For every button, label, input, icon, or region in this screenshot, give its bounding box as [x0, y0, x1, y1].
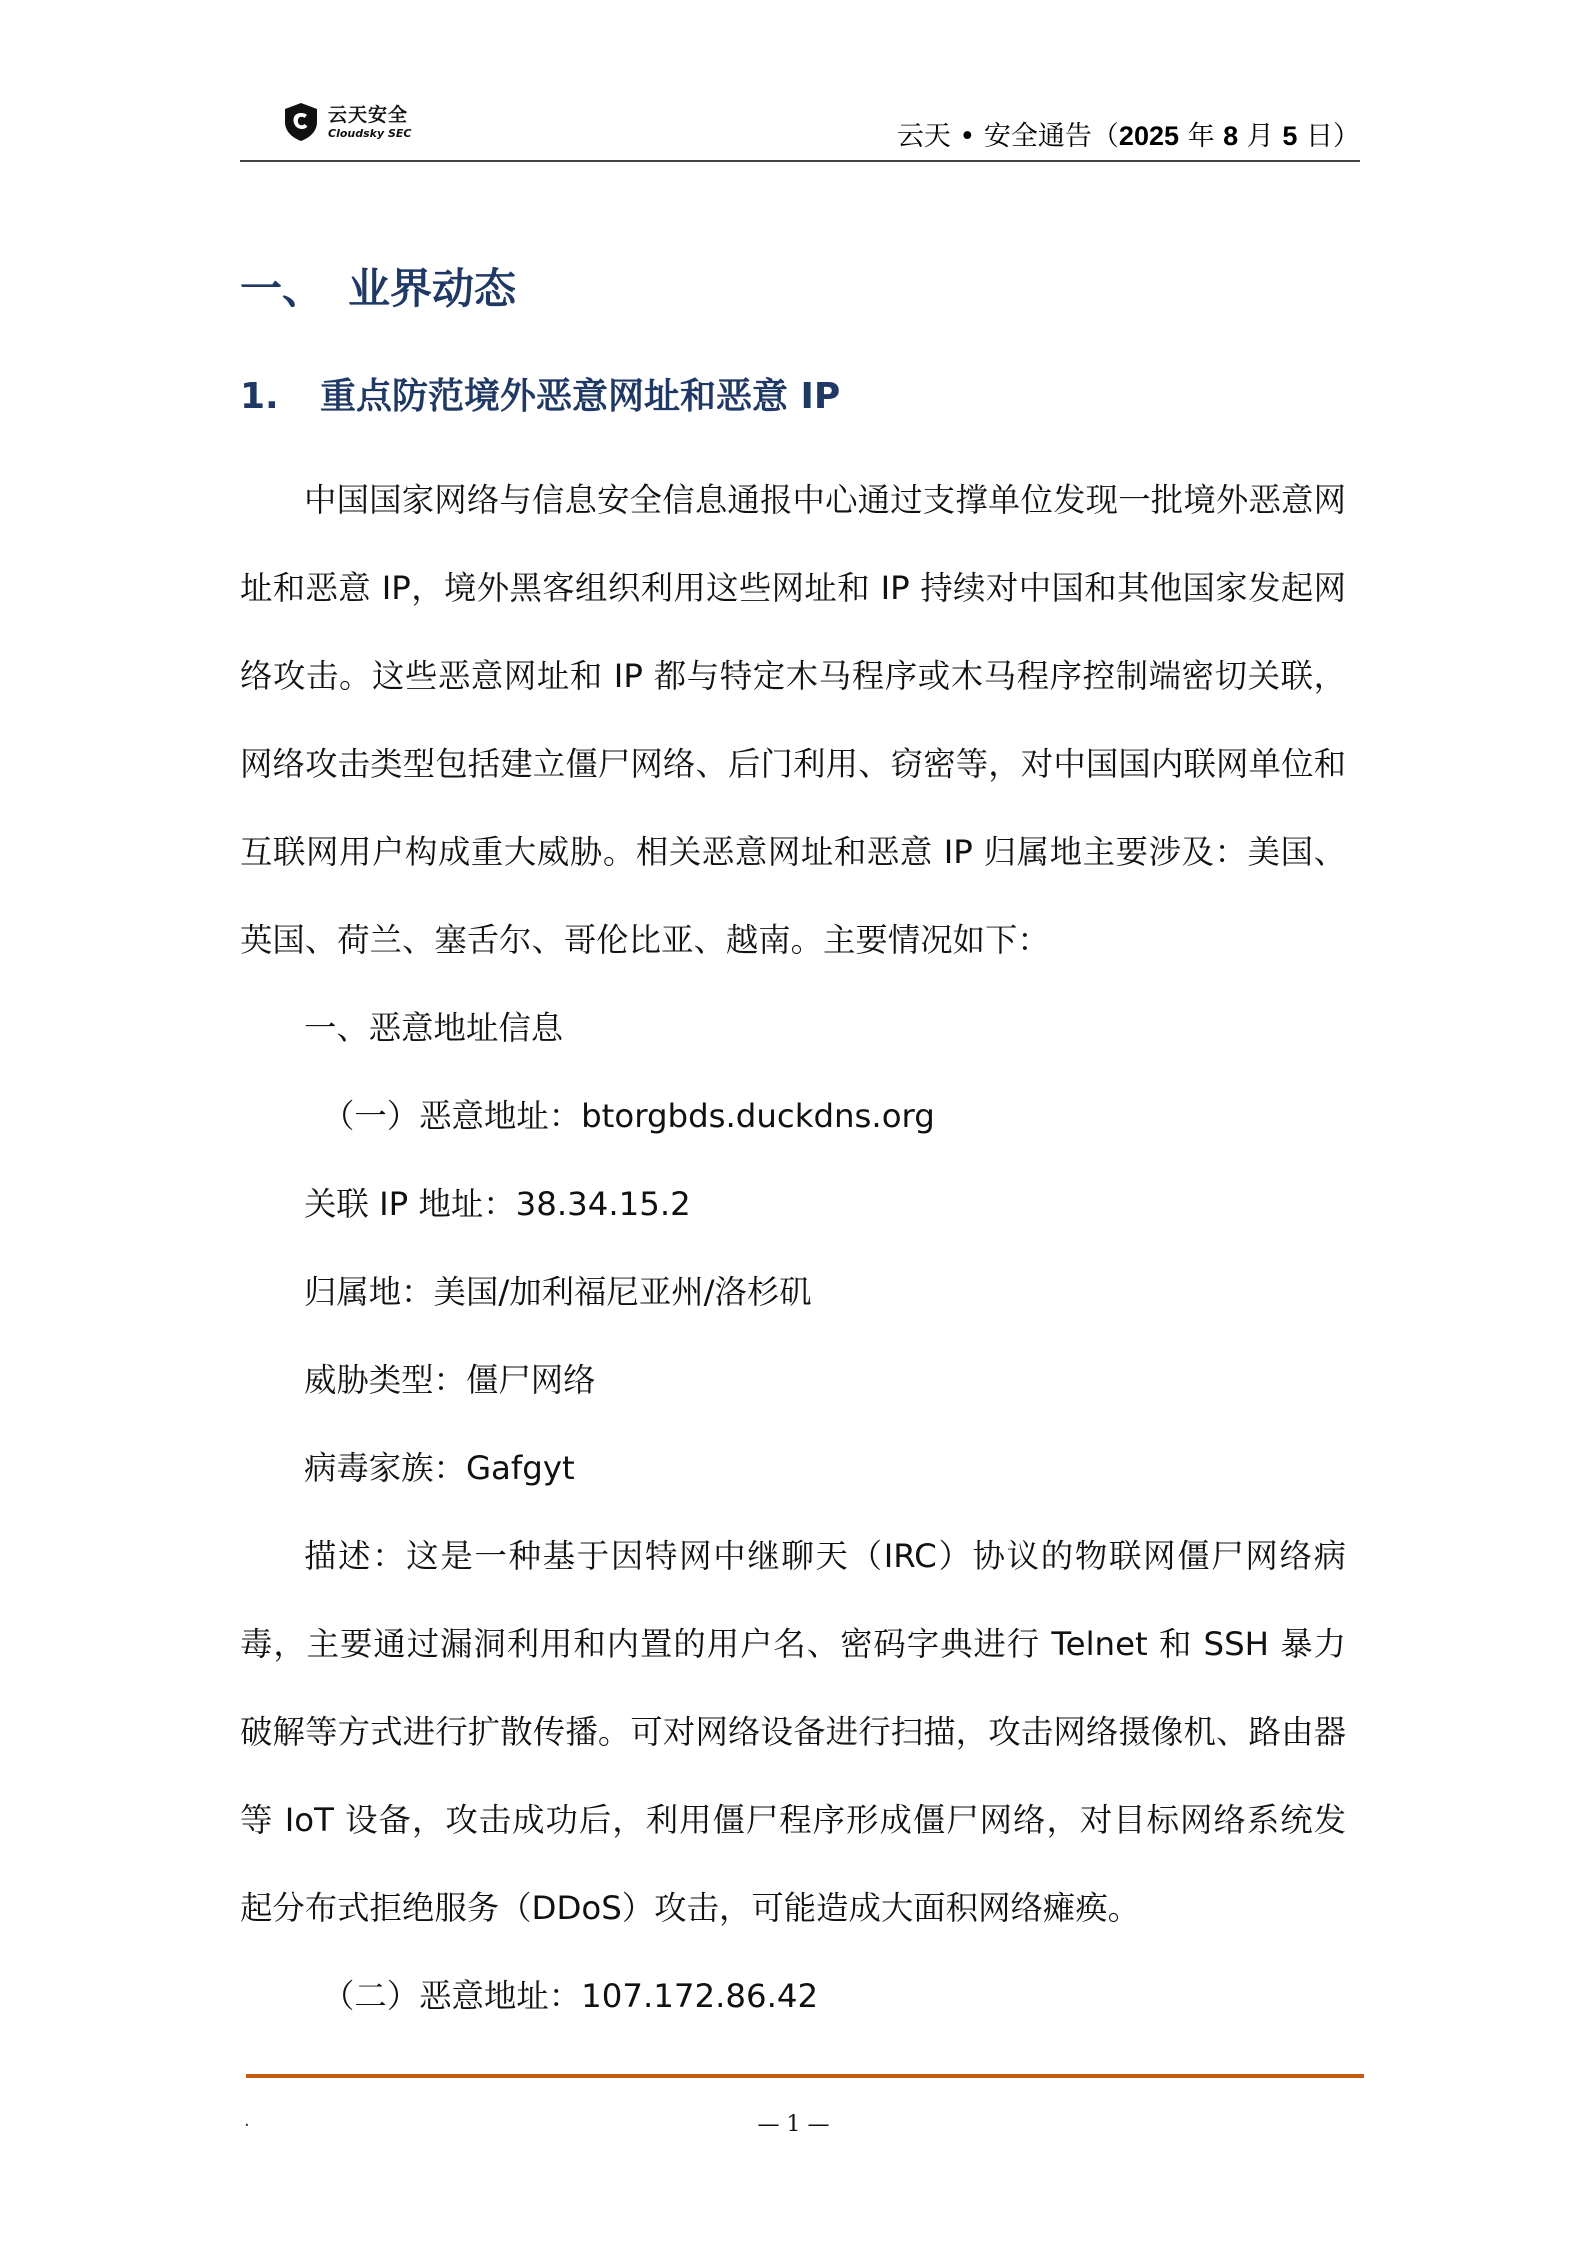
- logo-chinese-name: 云天安全: [328, 104, 409, 126]
- header-divider: [240, 160, 1360, 162]
- footer-divider: [246, 2074, 1364, 2078]
- header-year: 2025: [1118, 121, 1179, 151]
- entry-1-location: 归属地：美国/加利福尼亚州/洛杉矶: [304, 1273, 812, 1311]
- section-heading: [240, 256, 516, 316]
- entry-1-threat-type: 威胁类型：僵尸网络: [304, 1361, 596, 1399]
- shield-logo-icon: [282, 102, 320, 142]
- body-text: [240, 456, 1346, 2040]
- entry-1-ip: 关联 IP 地址：38.34.15.2: [304, 1185, 691, 1223]
- section-number: 一、: [240, 264, 325, 313]
- page-header: [240, 96, 1360, 162]
- intro-paragraph: 中国国家网络与信息安全信息通报中心通过支撑单位发现一批境外恶意网址和恶意 IP，境外黑客组织利用这些网址和 IP 持续对中国和其他国家发起网络攻击。这些恶意网址和 IP 都与特定木马程序或木马程序控制端密切关联，网络攻击类型包括建立僵尸网络、后门利用、窃密等，对中国国内联网单位和互联网用户构成重大威胁。相关恶意网址和恶意 IP 归属地主要涉及：美国、英国、荷兰、塞舌尔、哥伦比亚、越南。主要情况如下：: [240, 481, 1346, 959]
- subsection-title: 重点防范境外恶意网址和恶意 IP: [320, 376, 841, 417]
- entry-1-description: 描述：这是一种基于因特网中继聊天（IRC）协议的物联网僵尸网络病毒，主要通过漏洞利用和内置的用户名、密码字典进行 Telnet 和 SSH 暴力破解等方式进行扩散传播。可对网络设备进行扫描，攻击网络摄像机、路由器等 IoT 设备，攻击成功后，利用僵尸程序形成僵尸网络，对目标网络系统发起分布式拒绝服务（DDoS）攻击，可能造成大面积网络瘫痪。: [240, 1537, 1346, 1927]
- entry-2-label: （二）恶意地址：107.172.86.42: [322, 1977, 819, 2015]
- logo-english-name: Cloudsky SEC: [328, 127, 412, 140]
- section-title: 业界动态: [348, 264, 517, 313]
- header-month: 8: [1223, 121, 1239, 151]
- footer-dot: .: [244, 2110, 250, 2131]
- entry-1-family: 病毒家族：Gafgyt: [304, 1449, 575, 1487]
- subsection-heading: [240, 368, 840, 419]
- list-heading: 一、恶意地址信息: [304, 1009, 564, 1047]
- header-day: 5: [1282, 121, 1298, 151]
- logo: [282, 100, 432, 146]
- subsection-number: 1.: [240, 376, 279, 417]
- header-title: 云天 • 安全通告（2025 年 8 月 5 日）: [896, 121, 1360, 152]
- entry-1-label: （一）恶意地址：btorgbds.duckdns.org: [322, 1097, 935, 1135]
- page-number: — 1 —: [757, 2112, 830, 2137]
